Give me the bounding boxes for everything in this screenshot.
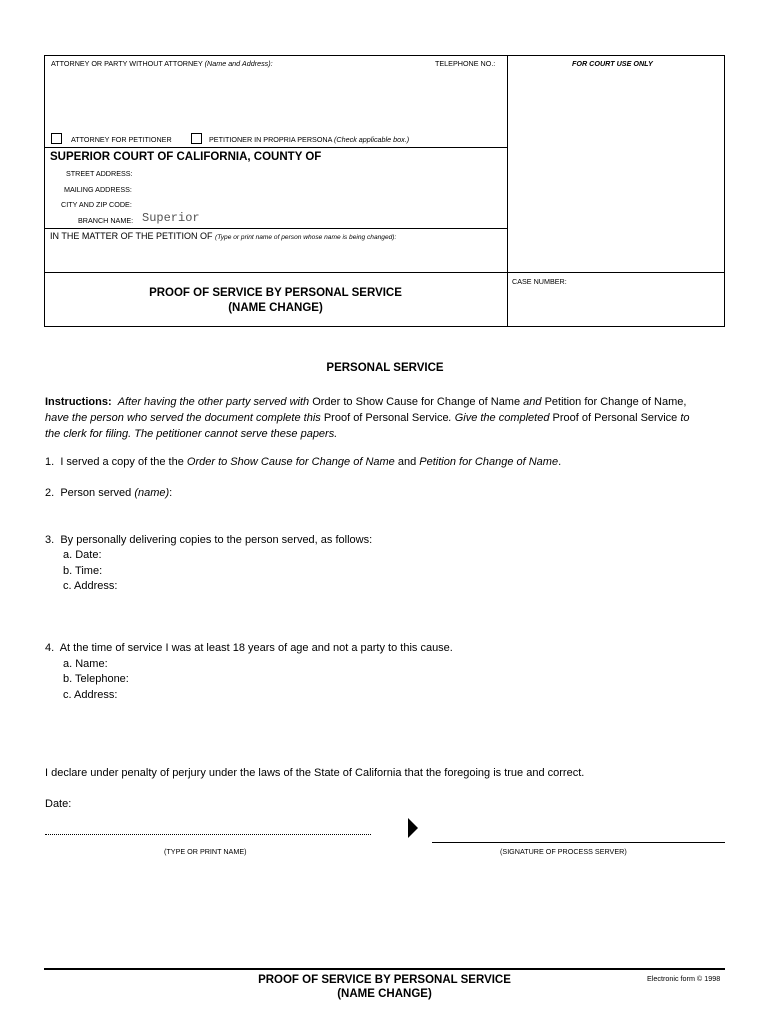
item-4c-address-label: c. Address: [63, 689, 118, 701]
city-zip-label: CITY AND ZIP CODE: [61, 200, 132, 209]
propria-persona-checkbox[interactable] [191, 133, 202, 144]
signature-field[interactable] [432, 820, 725, 840]
print-name-field[interactable] [45, 816, 375, 834]
declaration-date-field[interactable] [80, 796, 334, 814]
case-number-label: CASE NUMBER: [512, 277, 567, 286]
branch-name-label: BRANCH NAME: [78, 216, 134, 225]
header-column-divider [507, 55, 508, 327]
item-1: 1. I served a copy of the the Order to Show Cause for Change of Name and Petition for Change of Name. [45, 456, 562, 468]
street-address-label: STREET ADDRESS: [66, 169, 133, 178]
matter-row-divider [44, 228, 507, 229]
attorney-for-petitioner-label: ATTORNEY FOR PETITIONER [71, 135, 172, 144]
court-use-label: FOR COURT USE ONLY [572, 59, 653, 68]
item-3a-date-label: a. Date: [63, 549, 102, 561]
item-2: 2. Person served (name): [45, 487, 173, 499]
case-number-field[interactable] [512, 288, 721, 322]
electronic-form-note: Electronic form © 1998 [647, 974, 721, 983]
title-row-divider [44, 272, 725, 273]
server-address-field[interactable] [130, 687, 634, 705]
telephone-label: TELEPHONE NO.: [435, 59, 496, 68]
signature-line [432, 842, 725, 843]
court-row-divider [44, 147, 507, 148]
footer-title: PROOF OF SERVICE BY PERSONAL SERVICE (NAME CHANGE) [258, 974, 511, 1000]
section-title: PERSONAL SERVICE [326, 362, 444, 374]
item-3b-time-label: b. Time: [63, 565, 103, 577]
court-title: SUPERIOR COURT OF CALIFORNIA, COUNTY OF [50, 151, 322, 163]
attorney-for-petitioner-checkbox[interactable] [51, 133, 62, 144]
item-4b-telephone-label: b. Telephone: [63, 673, 129, 685]
attorney-name-address-field[interactable] [50, 72, 504, 130]
service-address-field[interactable] [130, 578, 634, 596]
instructions: Instructions: After having the other party served with Order to Show Cause for Change of Name and Petition for Change of Name, have the person who served the document complete this Proof of Personal Service. Give the completed Proof of Personal Service to the clerk for filing. The petitioner cannot serve these papers. [45, 396, 690, 440]
item-4: 4. At the time of service I was at least 18 years of age and not a party to this cause. [45, 642, 453, 654]
header-right-border [724, 55, 725, 327]
matter-label: IN THE MATTER OF THE PETITION OF (Type or print name of person whose name is being changed): [50, 231, 397, 241]
person-served-field[interactable] [190, 484, 714, 504]
propria-persona-label: PETITIONER IN PROPRIA PERSONA (Check applicable box.) [209, 135, 410, 144]
header-bottom-border [44, 326, 725, 327]
date-label: Date: [45, 798, 72, 810]
footer-rule [44, 968, 725, 970]
form-title: PROOF OF SERVICE BY PERSONAL SERVICE (NAME CHANGE) [149, 287, 402, 314]
header-top-border [44, 55, 725, 56]
branch-name-field[interactable]: Superior [142, 211, 200, 225]
item-3c-address-label: c. Address: [63, 580, 118, 592]
print-name-line [45, 834, 371, 835]
item-4a-name-label: a. Name: [63, 658, 108, 670]
print-name-label: (TYPE OR PRINT NAME) [164, 847, 247, 856]
mailing-address-label: MAILING ADDRESS: [64, 185, 132, 194]
attorney-label: ATTORNEY OR PARTY WITHOUT ATTORNEY (Name and Address): [51, 59, 273, 68]
signature-arrow-icon [408, 818, 418, 838]
declaration: I declare under penalty of perjury under the laws of the State of California that the foregoing is true and correct. [45, 767, 585, 779]
item-3: 3. By personally delivering copies to the person served, as follows: [45, 534, 373, 546]
signature-label: (SIGNATURE OF PROCESS SERVER) [500, 847, 627, 856]
